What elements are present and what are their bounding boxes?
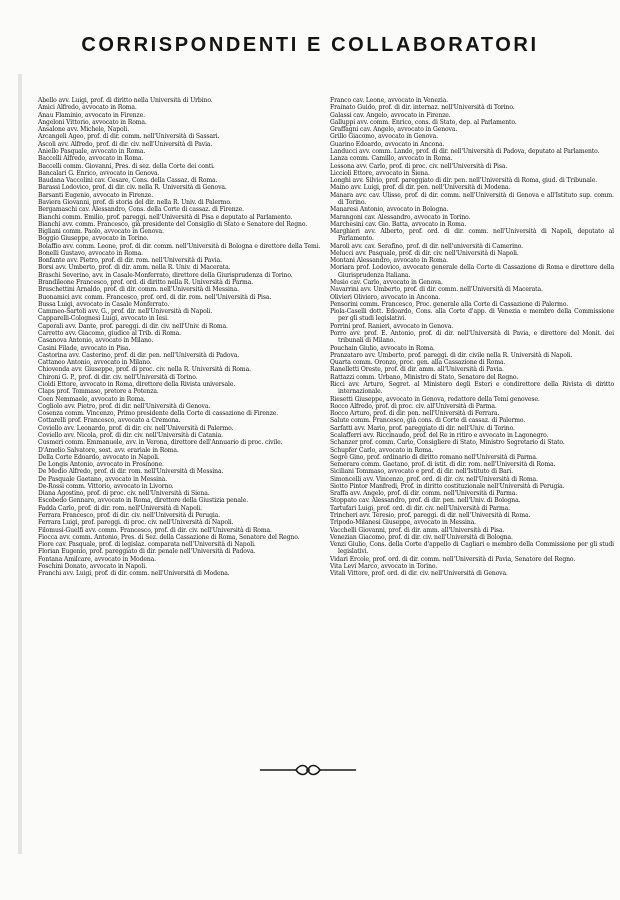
entry-item: Angeloni Vittorio, avvocato in Roma. [38, 118, 147, 126]
entry-item: Venzi Giulio, Cons. della Corte d'appello di Cagliari e membro della Commissione per gli studi legislativi. [330, 541, 614, 556]
entry-item: Borsi avv. Umberto, prof. di dir. amm. nella R. Univ. di Macerata. [38, 264, 231, 272]
entry-item: Grillo Giacomo, avvocato in Genova. [330, 133, 438, 141]
entry-item: Bolaffio avv. comm. Leone, prof. di dir. comm. nell'Università di Bologna e direttore della Temi. [38, 242, 321, 250]
entry-item: Coviello avv. Nicola, prof. di dir. civ. nell'Università di Catania. [38, 431, 223, 439]
entry-item: Bianchi comm. Emilio, prof. pareggi. nell'Università di Pisa e deputato al Parlamento. [38, 213, 293, 221]
entry-item: Bergamaschi cav. Alessandro, Cons. della Corte di cassaz. di Firenze. [38, 206, 244, 214]
entry-item: Tartufari Luigi, prof. ord. di dir. civ. nell'Università di Parma. [330, 504, 510, 512]
entry-item: Olivieri Olivierо, avvocato in Ancona. [330, 293, 441, 301]
entry-item: Simoncelli avv. Vincenzo, prof. ord. di dir. civ. nell'Università di Roma. [330, 475, 538, 483]
entry-item: Baccelli Alfredo, avvocato in Roma. [38, 155, 144, 163]
entry-item: Carretto avv. Giacomo, giudice al Trib. di Roma. [38, 330, 182, 337]
entry-item: Bonfante avv. Pietro, prof. di dir. rom. nell'Università di Pavia. [38, 257, 222, 265]
entry-item: Musio cav. Carlo, avvocato in Genova. [330, 279, 443, 287]
entry-item: Galluppi avv. comm. Enrico, cons. di Stato, dep. al Parlamento. [330, 118, 517, 126]
entry-item: De Pasquale Gaetano, avvocato in Messina. [38, 475, 168, 483]
entry-item: Escobedo Gennaro, avvocato in Roma, direttore della Giustizia penale. [38, 497, 249, 505]
entry-item: Braschi Severino, avv. in Casale-Monferrato, direttore della Giurisprudenza di Torino. [38, 271, 293, 279]
scan-binding-edge [18, 74, 22, 854]
entry-item: Diana Agostino, prof. di proc. civ. nell'Università di Siena. [38, 490, 210, 498]
entry-item: Amici Alfredo, avvocato in Roma. [38, 104, 137, 112]
entry-item: Vitali Vittore, prof. ord. di dir. civ. nell'Università di Genova. [330, 570, 508, 578]
entry-item: Venezian Giacomo, prof. di dir. civ. nell'Università di Bologna. [330, 533, 513, 541]
entry-item: Fadda Carlo, prof. di dir. rom. nell'Università di Napoli. [38, 504, 203, 512]
entry-item: Filomusi-Guelfi avv. comm. Francesco, prof. di dir. civ. nell'Università di Roma. [38, 526, 272, 534]
entry-item: Cusmeri comm. Emmanuele, avv. in Verona, direttore dell'Annuario di proc. civile. [38, 439, 283, 447]
entry-item: Segrè Gino, prof. ordinario di diritto romano nell'Università di Parma. [330, 453, 538, 461]
entry-item: Aniello Pasquale, avvocato in Roma. [38, 147, 146, 155]
entry-item: Pouchain Giulio, avvocato in Roma. [330, 344, 435, 352]
entry-item: Landucci avv. comm. Lando, prof. di dir. nell'Università di Padova, deputato al Parlamento. [330, 147, 600, 155]
entry-item: Moriara prof. Lodovico, avvocato generale della Corte di Cassazione di Roma e direttore della Giurisprudenza Italiana. [330, 264, 614, 279]
entry-item: Rattazzi comm. Urbano, Ministro di Stato, Senatore del Regno. [330, 373, 519, 381]
entry-item: De Longis Antonio, avvocato in Frosinone. [38, 461, 164, 469]
entry-item: Salute comm. Francesco, già cons. di Corte di cassaz. di Palermo. [330, 417, 526, 425]
entry-item: Ferrara Luigi, prof. pareggi. di proc. civ. nell'Università di Napoli. [38, 519, 234, 527]
entry-item: Vidari Ercole, prof. ord. di dir. comm. nell'Università di Pavia, Senatore del Regno. [330, 555, 576, 563]
entry-item: Stoppato cav. Alessandro, prof. di dir. pen. nell'Univ. di Bologna. [330, 497, 521, 505]
entry-item: Sarfatti avv. Mario, prof. pareggiato di dir. nell'Univ. di Torino. [330, 424, 515, 432]
entry-item: Bianchi avv. comm. Francesco, già presidente del Consiglio di Stato e Senatore del Regno. [38, 220, 308, 228]
entry-item: Baudana Vaccolini cav. Cesare, Cons. della Cassaz. di Roma. [38, 177, 218, 185]
entry-item: Rocco Arturo, prof. di dir. pen. nell'Università di Ferrara. [330, 410, 500, 418]
entry-item: Siotto Pintor Manfredi, Prof. in diritto costituzionale nell'Università di Perugia. [330, 482, 565, 490]
entry-item: Baccelli comm. Giovanni, Pres. di sez. della Corte dei conti. [38, 162, 215, 170]
entry-item: Chironi G. P., prof. di dir. civ. nell'Università di Torino. [38, 373, 198, 381]
entry-item: Lanza comm. Camillo, avvocato in Roma. [330, 155, 453, 163]
entry-item: Florian Eugenio, prof. pareggiato di dir. penale nell'Università di Padova. [38, 548, 256, 556]
entry-item: Scalafferri avv. Riccinaudo, prof. del Re in ritiro e avvocato in Lagonegro. [330, 431, 549, 439]
entry-item: Brandileone Francesco, prof. ord. di diritto nella R. Università di Parma. [38, 279, 253, 287]
entry-item: Bussa Luigi, avvocato in Casale Monferrato. [38, 300, 170, 308]
entry-item: Fiocca avv. comm. Antonio, Pres. di Sez. della Cassazione di Roma, Senatore del Regno. [38, 533, 300, 541]
entry-item: Ascoli avv. Alfredo, prof. di dir. civ. nell'Università di Pavia. [38, 140, 213, 148]
entry-item: Boggio Giuseppe, avvocato in Torino. [38, 235, 149, 243]
entry-item: Della Corte Edoardo, avvocato in Napoli. [38, 453, 160, 461]
entry-item: Castorina avv. Casterino, prof. di dir. pen. nell'Università di Padova. [38, 351, 240, 359]
entry-item: Casini Filade, avvocato in Pisa. [38, 344, 131, 352]
scroll-ornament-icon [258, 763, 358, 777]
entry-item: Vacchelli Giovanni, prof. di dir. amm. all'Università di Pisa. [330, 526, 505, 534]
entry-item: Franchi avv. Luigi, prof. di dir. comm. nell'Università di Modena. [38, 570, 230, 578]
entry-item: Lessona avv. Carlo, prof. di proc. civ. nell'Università di Pisa. [330, 162, 508, 170]
entry-item: Piola-Caselli dott. Edoardo, Cons. alla Corte d'app. di Venezia e membro della Commissione per gli studi legislativi. [330, 308, 614, 323]
entry-item: Bonelli Gustavo, avvocato in Roma. [38, 249, 143, 257]
entry-item: Cioldi Ettore, avvocato in Roma, direttore della Rivista universale. [38, 380, 236, 388]
entry-item: Bruschettini Arnaldo, prof. di dir. comm. nell'Università di Messina. [38, 286, 239, 294]
entry-item: Marghieri avv. Alberto, prof. ord. di dir. comm. nell'Università di Napoli, deputato al Parlamento. [330, 228, 614, 243]
entry-item: D'Amelio Salvatore, sost. avv. erariale in Roma. [38, 446, 179, 454]
entry-item: Rocco Alfredo, prof. di proc. civ. all'Università di Parma. [330, 402, 497, 410]
entry-item: Porrini prof. Ranieri, avvocato in Genova. [330, 322, 454, 330]
entry-item: Tripodo-Milanesi Giuseppe, avvocato in Messina. [330, 519, 476, 527]
page-title: CORRISPONDENTI E COLLABORATORI [81, 34, 539, 56]
entry-item: Galassi cav. Angelo, avvocato in Firenze. [330, 111, 451, 119]
entry-item: Maino avv. Luigi, prof. di dir. pen. nell'Università di Modena. [330, 184, 511, 192]
entry-item: Melucci avv. Pasquale, prof. di dir. civ. nell'Università di Napoli. [330, 249, 519, 257]
entry-item: Marchesini cav. Gio. Batta, avvocato in Roma. [330, 220, 467, 228]
entry-item: Arcangeli Ageo, prof. di dir. comm. nell'Università di Sassari. [38, 133, 220, 141]
left-column [38, 97, 322, 767]
entry-item: Semeraro comm. Gaetano, prof. di istit. di dir. rom. nell'Università di Roma. [330, 461, 556, 469]
entry-item: Ferrara Francesco, prof. di dir. civ. nell'Università di Perugia. [38, 512, 221, 520]
entry-item: Riesetti Giuseppe, avvocato in Genova, redattore della Temi genovese. [330, 395, 540, 403]
entry-item: Claps prof. Tommaso, pretore a Potenza. [38, 388, 159, 396]
entry-item: Ranelletti Oreste, prof. di dir. amm. all'Università di Pavia. [330, 366, 504, 374]
entry-item: Manaresi Antonio, avvocato in Bologna. [330, 206, 449, 214]
entry-item: Baviera Giovanni, prof. di storia del dir. nella R. Univ. di Palermo. [38, 198, 232, 206]
entry-item: Maroli avv. cav. Serafino, prof. di dir. nell'università di Camerino. [330, 242, 524, 250]
entry-item: Cosenza comm. Vincenzo, Primo presidente della Corte di cassazione di Firenze. [38, 410, 279, 418]
entry-item: Montani Alessandro, avvocato in Roma. [330, 257, 448, 265]
entry-item: Navarrini avv. Umberto, prof. di dir. comm. nell'Università di Macerata. [330, 286, 543, 294]
entry-item: Anau Flaminio, avvocato in Firenze. [38, 111, 145, 119]
entry-item: Foschini Donato, avvocato in Napoli. [38, 563, 147, 570]
entry-item: Siciliani Tommaso, avvocato e prof. di dir. nell'Istituto di Bari. [330, 468, 514, 476]
entry-item: Graffagni cav. Angelo, avvocato in Genova. [330, 126, 458, 134]
entry-item: Buonamici avv. comm. Francesco, prof. ord. di dir. rom. nell'Università di Pisa. [38, 293, 272, 301]
entry-item: Franco cav. Leone, avvocato in Venezia. [330, 97, 449, 104]
entry-item: Fiore cav. Pasquale, prof. di legislaz. comparata nell'Università di Napoli. [38, 541, 256, 549]
entry-item: Cattaneo Antonio, avvocato in Milano. [38, 359, 152, 367]
entry-item: Barassi Lodovico, prof. di dir. civ. nella R. Università di Genova. [38, 184, 227, 192]
entry-item: Cogliolo avv. Pietro, prof. di dir. nell'Università di Genova. [38, 402, 211, 410]
entry-item: Porro avv. prof. E. Antonio, prof. di dir. nell'Università di Pavia, e direttore del Monit. dei tribunali di Milano. [330, 330, 614, 345]
entry-item: Fontana Amilcare, avvocato in Modena. [38, 555, 156, 563]
entry-item: Pensorini comm. Francesco, Proc. generale alla Corte di Cassazione di Palermo. [330, 300, 569, 308]
entry-item: Coviello avv. Leonardo, prof. di dir. civ. nell'Università di Palermo. [38, 424, 234, 432]
entry-item: Sraffa avv. Angelo, prof. di dir. comm. nell'Università di Parma. [330, 490, 518, 498]
entry-item: Trincheri avv. Teresio, prof. pareggi. di dir. nell'Università di Roma. [330, 512, 531, 520]
entry-item: Schupfer Carlo, avvocato in Roma. [330, 446, 434, 454]
entry-item: Abello avv. Luigi, prof. di diritto nella Università di Urbino. [38, 97, 213, 104]
entry-item: Schanzer prof. comm. Carlo, Consigliere di Stato, Ministro Segretario di Stato. [330, 439, 565, 447]
entry-item: Manara avv. cav. Ulisse, prof. di dir. comm. nell'Università di Genova e all'Istituto sup. comm. di Torino. [330, 191, 614, 206]
entry-item: De Medio Alfredo, prof. di dir. rom. nell'Università di Messina. [38, 468, 224, 476]
entry-item: Capparelli-Colognesi Luigi, avvocato in Iesi. [38, 315, 169, 323]
entry-item: Frainato Guido, prof. di dir. internaz. nell'Università di Torino. [330, 104, 515, 112]
entry-item: Casanova Antonio, avvocato in Milano. [38, 337, 154, 345]
entry-item: Marangoni cav. Alessandro, avvocato in Torino. [330, 213, 471, 221]
entry-item: De-Rossi comm. Vittorio, avvocato in Livorno. [38, 482, 174, 490]
entry-item: Longhi avv. Silvio, prof. pareggiato di dir. pen. nell'Università di Roma, giud. di Tribunale. [330, 177, 598, 185]
entry-item: Guarino Edoardo, avvocato in Ancona. [330, 140, 445, 148]
entry-item: Chiovenda avv. Giuseppe, prof. di proc. civ. nella R. Università di Roma. [38, 366, 251, 374]
entry-item: Caporali avv. Dante, prof. pareggi. di dir. civ. nell'Univ. di Roma. [38, 322, 228, 330]
entry-item: Barsanti Eugenio, avvocato in Firenze. [38, 191, 154, 199]
entry-item: Vita Levi Marco, avvocato in Torino. [330, 563, 438, 570]
entry-item: Ansalone avv. Michele, Napoli. [38, 126, 130, 134]
entry-item: Bigliani comm. Paolo, avvocato in Genova. [38, 228, 164, 236]
right-column [330, 97, 614, 767]
entry-item: Bancalari G. Enrico, avvocato in Genova. [38, 169, 160, 177]
entry-item: Quarta comm. Oronzo, proc. gen. alla Cassazione di Roma. [330, 359, 506, 367]
entry-item: Cottarelli prof. Francesco, avvocato a Cremona. [38, 417, 181, 425]
entry-item: Coen Nemmaele, avvocato in Roma. [38, 395, 146, 403]
entry-item: Pranzataro avv. Umberto, prof. pareggi. di dir. civile nella R. Università di Napoli. [330, 351, 573, 359]
entry-item: Liccioli Ettore, avvocato in Siena. [330, 169, 430, 177]
entry-item: Ricci avv. Arturo, Segret. al Ministero degli Esteri e condirettore della Rivista di diritto internazionale. [330, 380, 614, 396]
entry-item: Cammeo-Sartoli avv. G., prof. dir. nell'Università di Napoli. [38, 308, 213, 316]
